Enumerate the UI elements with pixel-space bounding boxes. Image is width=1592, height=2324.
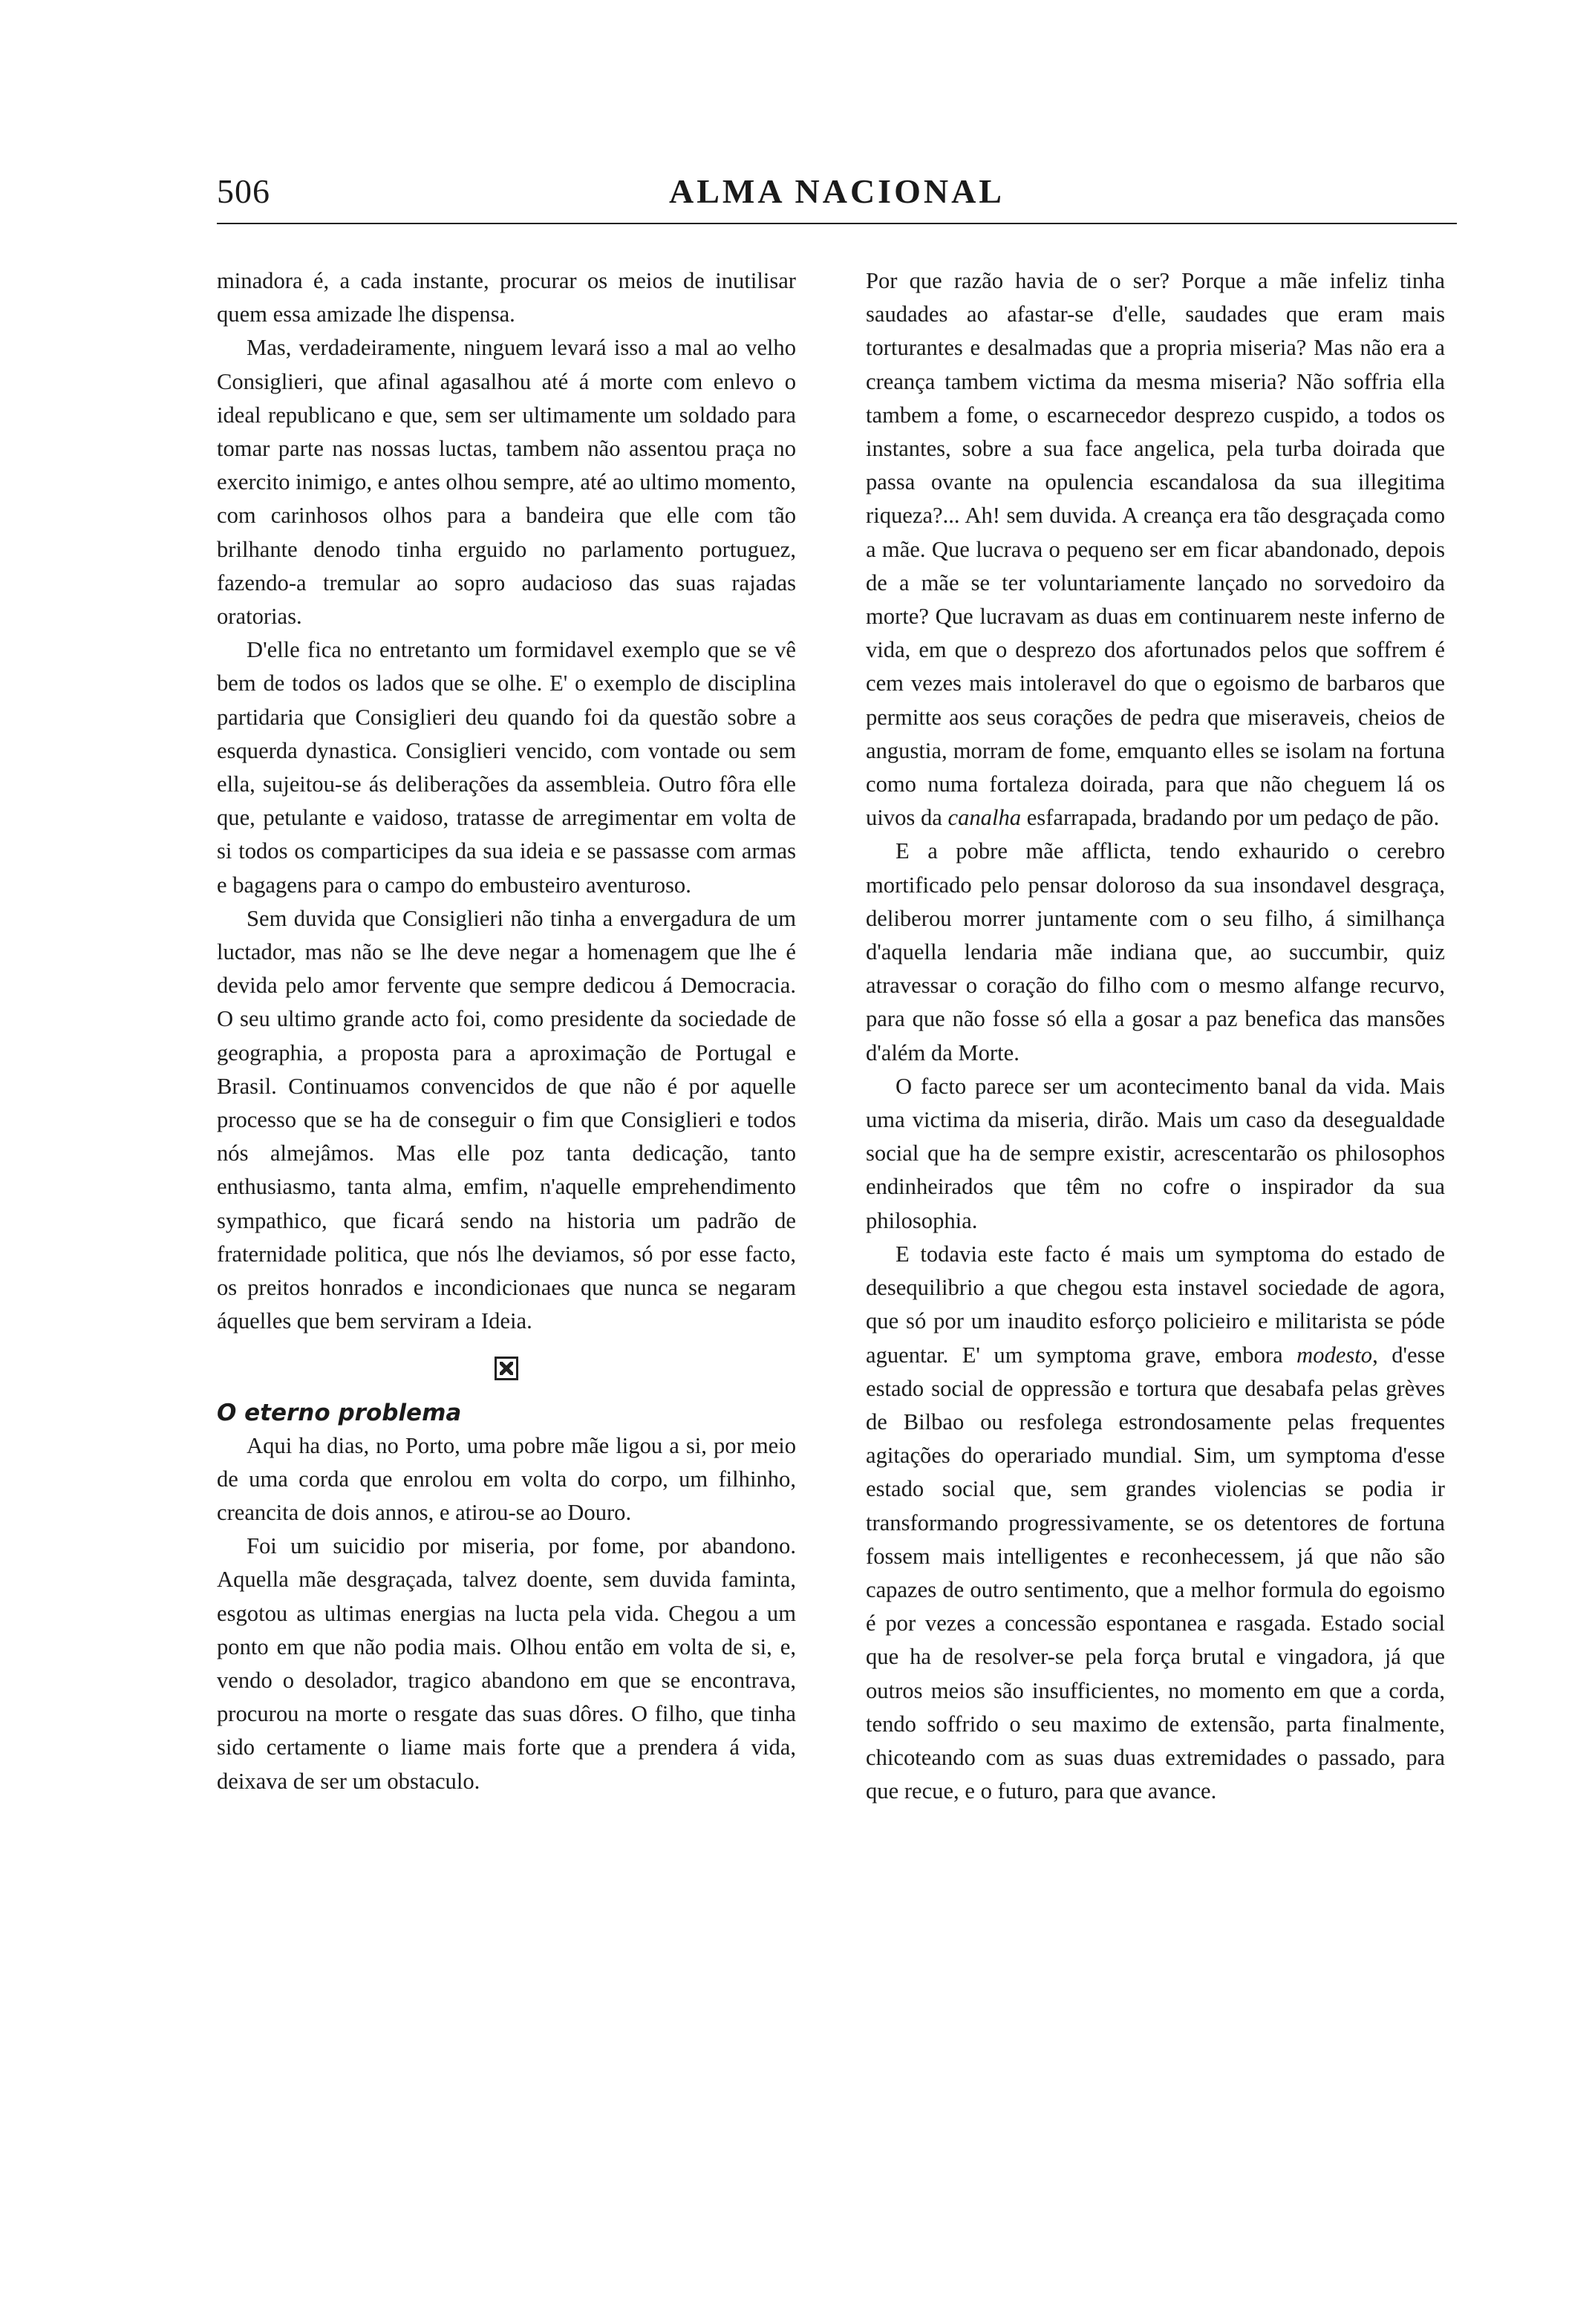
- italic-word: modesto: [1296, 1342, 1373, 1368]
- left-column: [217, 264, 796, 1798]
- page-header: [217, 169, 1457, 224]
- paragraph: D'elle fica no entretanto um formidavel exemplo que se vê bem de todos os lados que se olhe. E' o exemplo de disciplina partidaria que Consiglieri deu quando foi da questão sobre a esquerda dynastica. Consiglieri vencido, com vontade ou sem ella, sujeitou-se ás deliberações da assembleia. Outro fôra elle que, petulante e vaidoso, tratasse de arregimentar em volta de si todos os comparticipes da sua ideia e se passasse com armas e bagagens para o campo do embusteiro aventuroso.: [217, 637, 796, 898]
- paragraph: Mas, verdadeiramente, ninguem levará isso a mal ao velho Consiglieri, que afinal agasalhou até á morte com enlevo o ideal republicano e que, sem ser ultimamente um soldado para tomar parte nas nossas luctas, tambem não assentou praça no exercito inimigo, e antes olhou sempre, até ao ultimo momento, com carinhosos olhos para a bandeira que elle com tão brilhante denodo tinha erguido no parlamento portuguez, fazendo-a tremular ao sopro audacioso das suas rajadas oratorias.: [217, 335, 796, 630]
- paragraph-text: , d'esse estado social de oppressão e tortura que desabafa pelas grèves de Bilbao ou resfolega estrondosamente pelas frequentes agitações do operariado mundial. Sim, um symptoma d'esse estado social que, sem grandes violencias se podia ir transformando progressivamente, se os detentores de fortuna fossem mais intelligentes e reconhecessem, já que não são capazes de outro sentimento, que a melhor formula do egoismo é por vezes a concessão espontanea e rasgada. Estado social que ha de resolver-se pela força brutal e vingadora, já que outros meios são insufficientes, no momento em que a corda, tendo soffrido o seu maximo de extensão, parta finalmente, chicoteando com as suas duas extremidades o passado, para que recue, e o futuro, para que avance.: [866, 1342, 1445, 1804]
- paragraph: O facto parece ser um acontecimento banal da vida. Mais uma victima da miseria, dirão. Mais um caso da desegualdade social que ha de sempre existir, acrescentarão os philosophos endinheirados que têm no cofre o inspirador da sua philosophia.: [866, 1073, 1445, 1233]
- section-title: O eterno problema: [217, 1399, 462, 1426]
- running-title: ALMA NACIONAL: [669, 172, 1005, 210]
- italic-word: canalha: [947, 805, 1022, 831]
- paragraph: [866, 264, 1445, 835]
- right-column: [866, 264, 1445, 1808]
- paragraph-text: E todavia este facto é mais um symptoma do estado de desequilibrio a que chegou esta instavel sociedade de agora, que só por um inaudito esforço policieiro e militarista se póde aguentar. E' um symptoma grave, embora: [866, 1241, 1445, 1368]
- paragraph-text: Por que razão havia de o ser? Porque a mãe infeliz tinha saudades ao afastar-se d'elle, saudades que eram mais torturantes e desalmadas que a propria miseria? Mas não era a creança tambem victima da mesma miseria? Não soffria ella tambem a fome, o escarnecedor desprezo cuspido, a todos os instantes, sobre a sua face angelica, pela turba doirada que passa ovante na opulencia escandalosa da sua illegitima riqueza?... Ah! sem duvida. A creança era tão desgraçada como a mãe. Que lucrava o pequeno ser em ficar abandonado, depois de a mãe se ter voluntariamente lançado no sorvedoiro da morte? Que lucravam as duas em continuarem neste inferno de vida, em que o desprezo dos afortunados pelos que soffrem é cem vezes mais intoleravel do que o egoismo de barbaros que permitte aos seus corações de pedra que miseraveis, cheios de angustia, morram de fome, emquanto elles se isolam na fortuna como numa fortaleza doirada, para que não cheguem lá os uivos da: [866, 268, 1445, 831]
- paragraph: [866, 1238, 1445, 1808]
- section-divider-ornament-icon: [217, 1357, 796, 1383]
- page-number: 506: [217, 172, 270, 210]
- paragraph: minadora é, a cada instante, procurar os meios de inutilisar quem essa amizade lhe dispensa.: [217, 268, 796, 327]
- paragraph: Sem duvida que Consiglieri não tinha a envergadura de um luctador, mas não se lhe deve negar a homenagem que lhe é devida pelo amor fervente que sempre dedicou á Democracia. O seu ultimo grande acto foi, como presidente da sociedade de geographia, a proposta para a aproximação de Portugal e Brasil. Continuamos convencidos de que não é por aquelle processo que se ha de conseguir o fim que Consiglieri e todos nós almejâmos. Mas elle poz tanta dedicação, tanto enthusiasmo, tanta alma, emfim, n'aquelle emprehendimento sympathico, que ficará sendo na historia um padrão de fraternidade politica, que nós lhe deviamos, só por esse facto, os preitos honrados e incondicionaes que nunca se negaram áquelles que bem serviram a Ideia.: [217, 905, 796, 1334]
- paragraph: Foi um suicidio por miseria, por fome, por abandono. Aquella mãe desgraçada, talvez doente, sem duvida faminta, esgotou as ultimas energias na lucta pela vida. Chegou a um ponto em que não podia mais. Olhou então em volta de si, e, vendo o desolador, tragico abandono em que se encontrava, procurou na morte o resgate das suas dôres. O filho, que tinha sido certamente o liame mais forte que a prendera á vida, deixava de ser um obstaculo.: [217, 1533, 796, 1794]
- paragraph: E a pobre mãe afflicta, tendo exhaurido o cerebro mortificado pelo pensar doloroso da sua insondavel desgraça, deliberou morrer juntamente com o seu filho, á similhança d'aquella lendaria mãe indiana que, ao succumbir, quiz atravessar o coração do filho com o mesmo alfange recurvo, para que não fosse só ella a gosar a paz benefica das mansões d'além da Morte.: [866, 838, 1445, 1065]
- paragraph: Aqui ha dias, no Porto, uma pobre mãe ligou a si, por meio de uma corda que enrolou em volta do corpo, um filhinho, creancita de dois annos, e atirou-se ao Douro.: [217, 1432, 796, 1525]
- paragraph-text: esfarrapada, bradando por um pedaço de pão.: [1021, 805, 1440, 831]
